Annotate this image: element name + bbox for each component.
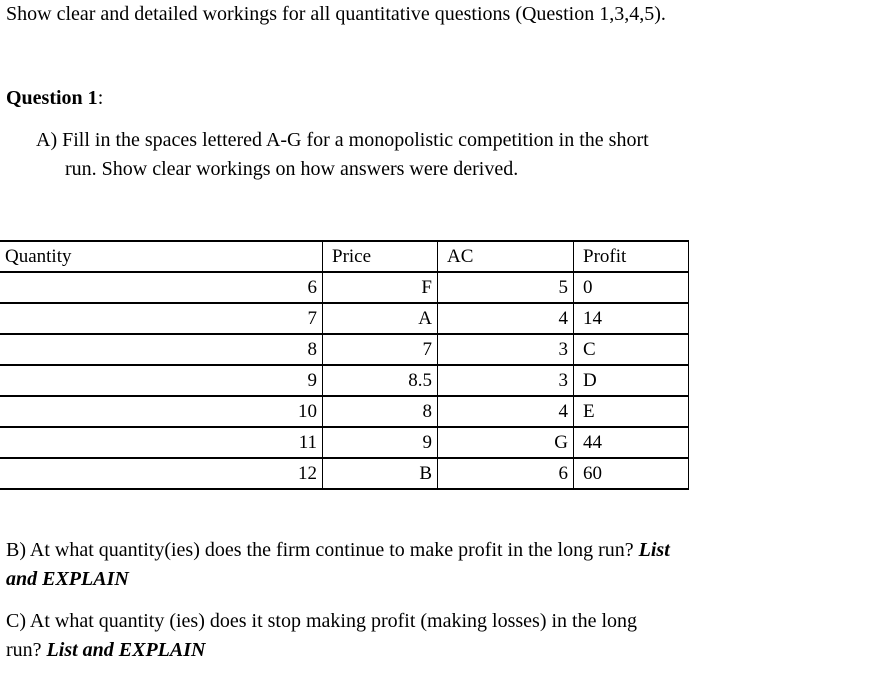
cell-quantity: 6 [0,272,323,303]
header-profit: Profit [574,241,689,272]
part-b-text: B) At what quantity(ies) does the firm continue to make profit in the long run? [6,539,639,561]
part-c-line2 [6,636,205,665]
question-number: Question 1 [6,87,98,109]
table-header-row [0,241,689,272]
part-b-line2 [6,565,129,594]
part-b [6,536,670,565]
cell-price: 9 [323,427,438,458]
table-row [0,396,689,427]
table-row [0,334,689,365]
table-row [0,303,689,334]
cell-profit: 0 [574,272,689,303]
cell-profit: 44 [574,427,689,458]
cell-profit: 60 [574,458,689,489]
question-colon: : [97,87,104,109]
cell-price: 7 [323,334,438,365]
cell-quantity: 11 [0,427,323,458]
cell-ac: G [438,427,574,458]
part-c-emph: List and EXPLAIN [46,639,206,661]
part-a-line2: run. Show clear workings on how answers were derived. [65,158,519,180]
cell-profit: 14 [574,303,689,334]
cell-price: 8.5 [323,365,438,396]
cell-ac: 3 [438,365,574,396]
cell-ac: 5 [438,272,574,303]
instructions: Show clear and detailed workings for all quantitative questions (Question 1,3,4,5). [6,3,666,25]
cell-profit: E [574,396,689,427]
cell-profit: D [574,365,689,396]
cell-quantity: 9 [0,365,323,396]
cell-quantity: 7 [0,303,323,334]
cell-quantity: 12 [0,458,323,489]
cell-price: 8 [323,396,438,427]
question-heading [6,84,103,113]
cell-price: A [323,303,438,334]
part-c-text2: run? [6,639,47,661]
table-row [0,458,689,489]
part-b-emph2: and EXPLAIN [6,568,129,590]
cell-price: F [323,272,438,303]
cell-ac: 4 [438,396,574,427]
table-row [0,365,689,396]
cell-ac: 6 [438,458,574,489]
header-price: Price [323,241,438,272]
cell-ac: 4 [438,303,574,334]
cell-profit: C [574,334,689,365]
part-c-line1: C) At what quantity (ies) does it stop making profit (making losses) in the long [6,610,638,632]
table-row [0,427,689,458]
cell-ac: 3 [438,334,574,365]
table-row [0,272,689,303]
cell-quantity: 10 [0,396,323,427]
cell-price: B [323,458,438,489]
part-a-line1: A) Fill in the spaces lettered A-G for a monopolistic competition in the short [36,129,649,151]
cell-quantity: 8 [0,334,323,365]
header-quantity: Quantity [0,241,323,272]
part-b-emph1: List [638,539,670,561]
data-table [0,240,689,490]
header-ac: AC [438,241,574,272]
